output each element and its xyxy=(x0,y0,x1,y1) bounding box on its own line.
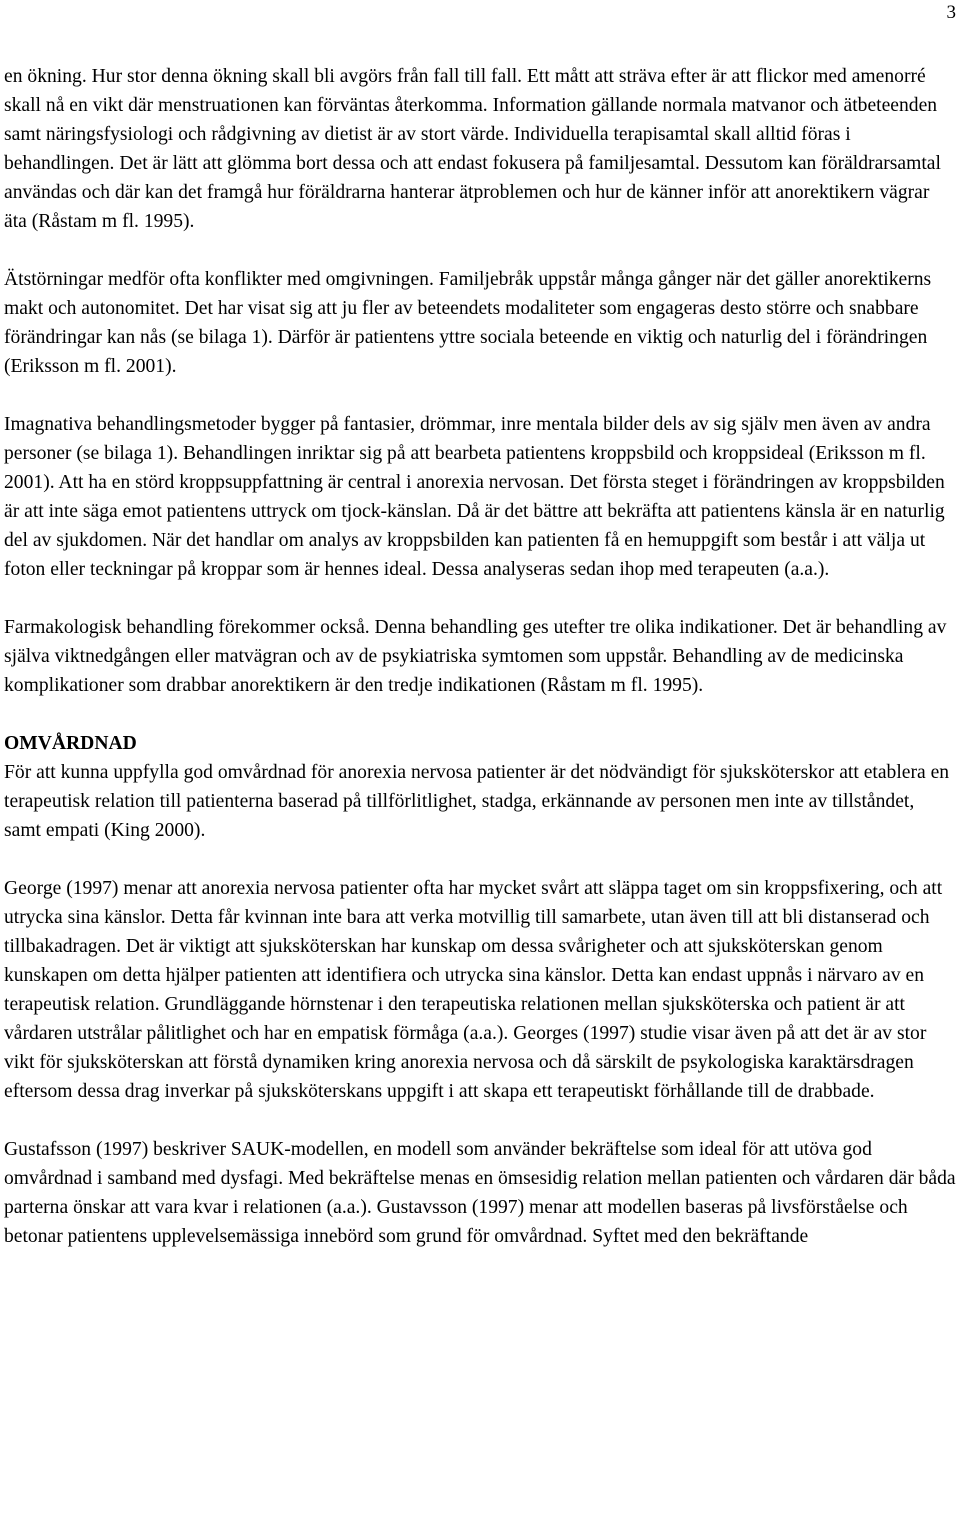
page-number: 3 xyxy=(946,2,956,23)
paragraph-weight-gain: en ökning. Hur stor denna ökning skall bli avgörs från fall till fall. Ett mått att sträva efter är att flickor med amenorré skall nå en vikt där menstruationen kan förväntas återkomma. Information gällande normala matvanor och ätbeteenden samt näringsfysiologi och rådgivning av dietist är av stort värde. Individuella terapisamtal skall alltid föras i behandlingen. Det är lätt att glömma bort dessa och att endast fokusera på familjesamtal. Dessutom kan föräldrarsamtal användas och där kan det framgå hur föräldrarna hanterar ätproblemen och hur de känner inför att anorektikern vägrar äta (Råstam m fl. 1995). xyxy=(4,66,941,232)
paragraph-imaginative-methods: Imagnativa behandlingsmetoder bygger på fantasier, drömmar, inre mentala bilder dels av sig själv men även av andra personer (se bilaga 1). Behandlingen inriktar sig på att bearbeta patientens kroppsbild och kroppsideal (Eriksson m fl. 2001). Att ha en störd kroppsuppfattning är central i anorexia nervosan. Det första steget i förändringen av kroppsbilden är att inte säga emot patientens uttryck om tjock-känslan. Då är det bättre att bekräfta att patientens känsla är en naturlig del av sjukdomen. När det handlar om analys av kroppsbilden kan patienten få en hemuppgift som består i att välja ut foton eller teckningar på kroppar som är hennes ideal. Dessa analyseras sedan ihop med terapeuten (a.a.). xyxy=(4,414,945,580)
section-omvardnad xyxy=(4,729,956,1251)
paragraph-george-1997: George (1997) menar att anorexia nervosa patienter ofta har mycket svårt att släppa taget om sin kroppsfixering, och att utrycka sina känslor. Detta får kvinnan inte bara att verka motvillig till samarbete, utan även till att bli distanserad och tillbakadragen. Det är viktigt att sjuksköterskan har kunskap om dessa svårigheter och att sjuksköterskan genom kunskapen om detta hjälper patienten att identifiera och utrycka sina känslor. Detta kan endast uppnås i närvaro av en terapeutisk relation. Grundläggande hörnstenar i den terapeutiska relationen mellan sjuksköterska och patient är att vårdaren utstrålar pålitlighet och har en empatisk förmåga (a.a.). Georges (1997) studie visar även på att det är av stor vikt för sjuksköterskan att förstå dynamiken kring anorexia nervosa och då särskilt de psykologiska karaktärsdragen eftersom dessa drag inverkar på sjuksköterskans uppgift i att skapa ett terapeutiskt förhållande till de drabbade. xyxy=(4,878,943,1102)
paragraph-social-conflicts: Ätstörningar medför ofta konflikter med omgivningen. Familjebråk uppstår många gånger när det gäller anorektikerns makt och autonomitet. Det har visat sig att ju fler av beteendets modaliteter som engageras desto större och snabbare förändringar kan nås (se bilaga 1). Därför är patientens yttre sociala beteende en viktig och naturlig del i förändringen (Eriksson m fl. 2001). xyxy=(4,269,932,377)
section-heading: OMVÅRDNAD xyxy=(4,733,137,754)
document-body xyxy=(4,62,956,1251)
paragraph-therapeutic-relation: För att kunna uppfylla god omvårdnad för anorexia nervosa patienter är det nödvändigt för sjuksköterskor att etablera en terapeutisk relation till patienterna baserad på tillförlitlighet, stadga, erkännande av personen men inte av tillståndet, samt empati (King 2000). xyxy=(4,762,950,841)
paragraph-pharmacological: Farmakologisk behandling förekommer också. Denna behandling ges utefter tre olika indikationer. Det är behandling av själva viktnedgången eller matvägran och av de psykiatriska symtomen som uppstår. Behandling av de medicinska komplikationer som drabbar anorektikern är den tredje indikationen (Råstam m fl. 1995). xyxy=(4,617,947,696)
paragraph-gustafsson-1997: Gustafsson (1997) beskriver SAUK-modellen, en modell som använder bekräftelse som ideal för att utöva god omvårdnad i samband med dysfagi. Med bekräftelse menas en ömsesidig relation mellan patienten och vårdaren där båda parterna önskar att vara kvar i relationen (a.a.). Gustavsson (1997) menar att modellen baseras på livsförståelse och betonar patientens upplevelsemässiga innebörd som grund för omvårdnad. Syftet med den bekräftande xyxy=(4,1139,956,1247)
